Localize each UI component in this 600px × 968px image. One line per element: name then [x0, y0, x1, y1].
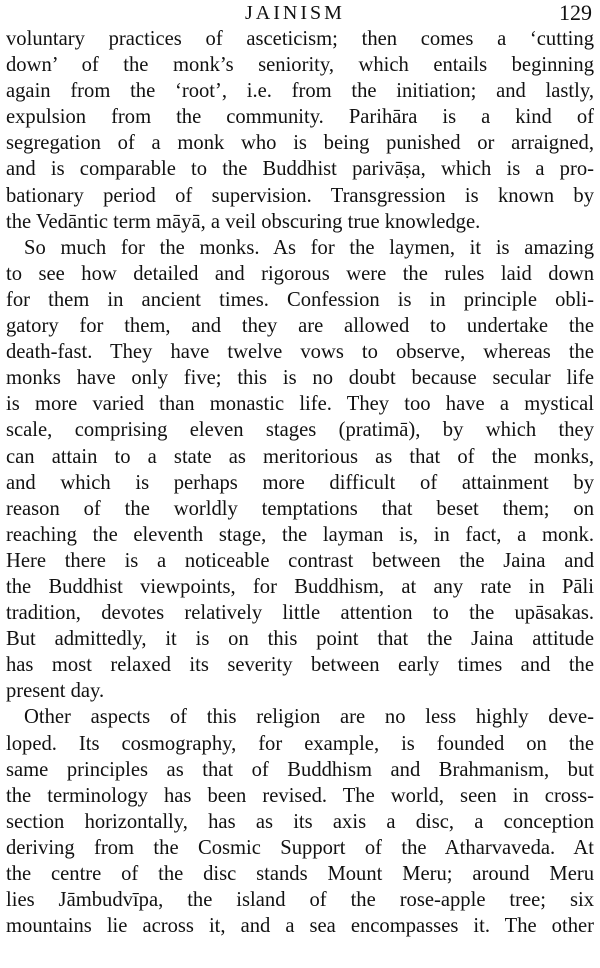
text-line: segregation of a monk who is being punished or arraigned,	[6, 132, 594, 155]
text-line: bationary period of supervision. Transgression is known by	[6, 184, 594, 207]
text-line: mountains lie across it, and a sea encompasses it. The other	[6, 915, 594, 938]
text-line: section horizontally, has as its axis a disc, a conception	[6, 810, 594, 833]
text-line: the Buddhist viewpoints, for Buddhism, at any rate in Pāli	[6, 575, 594, 598]
text-line: down’ of the monk’s seniority, which entails beginning	[6, 54, 594, 77]
text-line: the Vedāntic term māyā, a veil obscuring true knowledge.	[6, 210, 481, 233]
text-line: reaching the eleventh stage, the layman is, in fact, a monk.	[6, 523, 594, 546]
page-number: 129	[559, 0, 592, 25]
text-line: again from the ‘root’, i.e. from the initiation; and lastly,	[6, 80, 594, 103]
text-line: death-fast. They have twelve vows to observe, whereas the	[6, 341, 594, 364]
text-line: and is comparable to the Buddhist parivāṣa, which is a pro-	[6, 158, 594, 181]
text-line: present day.	[6, 680, 105, 703]
text-line: tradition, devotes relatively little attention to the upāsakas.	[6, 602, 594, 625]
text-line: scale, comprising eleven stages (pratimā), by which they	[6, 419, 594, 442]
text-line: the centre of the disc stands Mount Meru; around Meru	[6, 863, 594, 885]
paragraph-2	[6, 235, 594, 705]
paragraph-3	[6, 704, 594, 939]
text-line: So much for the monks. As for the laymen, it is amazing	[24, 236, 594, 259]
text-line: monks have only five; this is no doubt because secular life	[6, 367, 594, 390]
text-line: expulsion from the community. Parihāra is a kind of	[6, 106, 594, 129]
text-line: deriving from the Cosmic Support of the Atharvaveda. At	[6, 836, 594, 859]
text-line: and which is perhaps more difficult of attainment by	[6, 471, 594, 494]
text-line: Other aspects of this religion are no less highly deve-	[24, 706, 594, 729]
body-text	[6, 26, 594, 939]
text-line: loped. Its cosmography, for example, is founded on the	[6, 732, 594, 755]
text-line: lies Jāmbudvīpa, the island of the rose-apple tree; six	[6, 889, 594, 912]
text-line: to see how detailed and rigorous were the rules laid down	[6, 262, 594, 285]
text-line: the terminology has been revised. The world, seen in cross-	[6, 784, 594, 807]
text-line: voluntary practices of asceticism; then comes a ‘cutting	[6, 28, 594, 50]
text-line: for them in ancient times. Confession is in principle obli-	[6, 288, 594, 311]
text-line: can attain to a state as meritorious as that of the monks,	[6, 445, 594, 468]
text-line: reason of the worldly temptations that beset them; on	[6, 497, 594, 520]
text-line: gatory for them, and they are allowed to undertake the	[6, 315, 594, 338]
text-line: Here there is a noticeable contrast between the Jaina and	[6, 549, 594, 572]
running-title: JAINISM	[245, 2, 345, 24]
paragraph-1	[6, 26, 594, 235]
text-line: same principles as that of Buddhism and Brahmanism, but	[6, 758, 594, 781]
text-line: is more varied than monastic life. They too have a mystical	[6, 393, 594, 416]
text-line: But admittedly, it is on this point that the Jaina attitude	[6, 628, 594, 651]
text-line: has most relaxed its severity between early times and the	[6, 654, 594, 677]
